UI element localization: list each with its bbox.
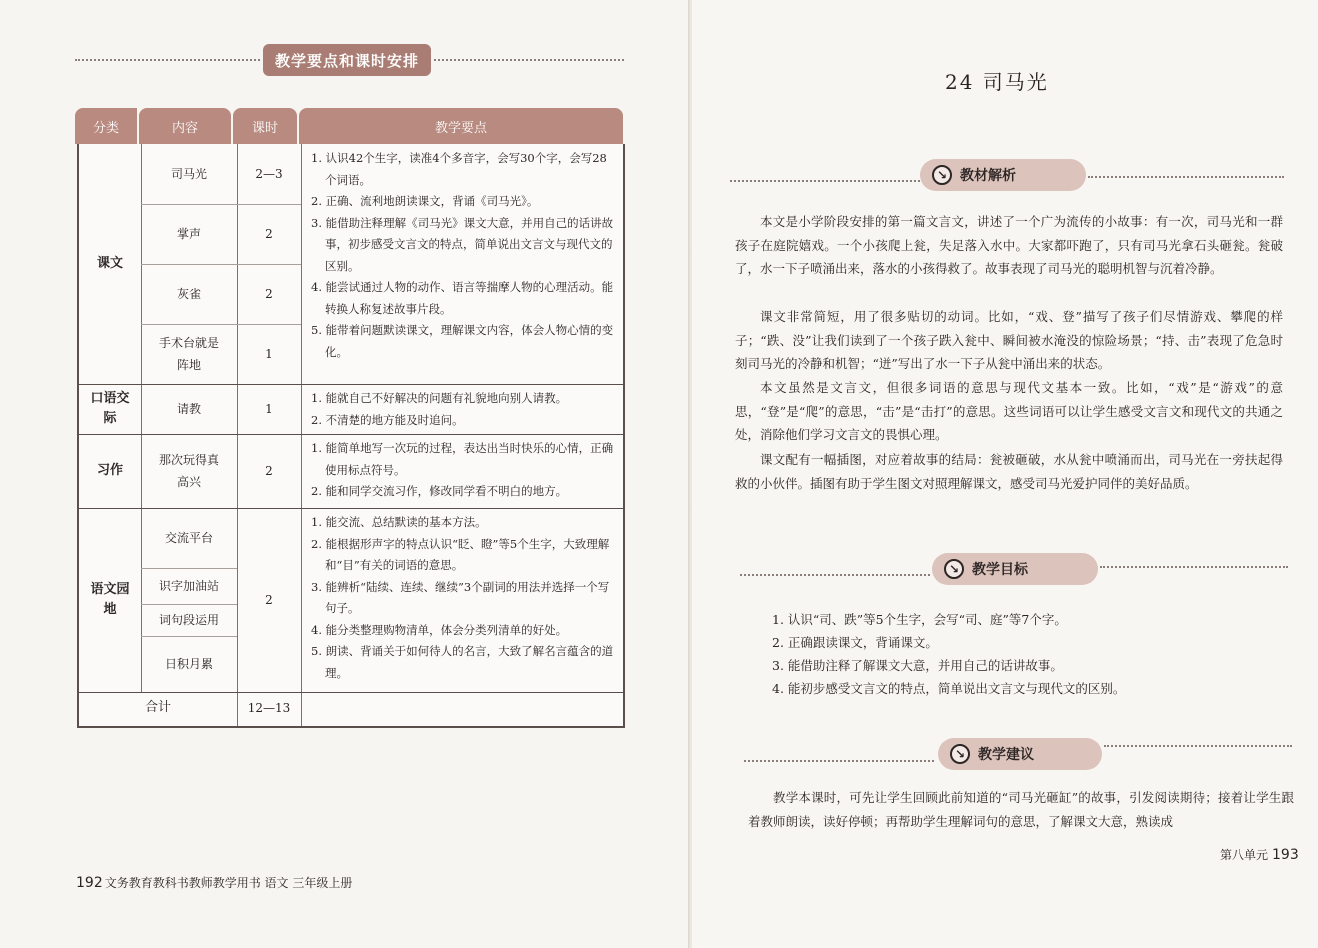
point-item: 2. 能和同学交流习作，修改同学看不明白的地方。	[311, 484, 568, 498]
content-cell: 那次玩得真高兴	[159, 453, 220, 489]
total-hours: 12—13	[247, 701, 291, 715]
page-number: 192	[76, 875, 103, 891]
hours-cell: 1	[265, 347, 273, 361]
section-title: 教学目标	[972, 562, 1028, 578]
hours-cell: 2	[265, 593, 273, 607]
goal-item: 4. 能初步感受文言文的特点，简单说出文言文与现代文的区别。	[772, 681, 1126, 696]
unit-label: 第八单元	[1220, 848, 1269, 862]
book-title: 文务教育教科书教师教学用书 语文 三年级上册	[104, 876, 353, 890]
goal-item: 2. 正确跟读课文，背诵课文。	[772, 635, 938, 650]
footer-left	[76, 874, 352, 891]
header-hours: 课时	[233, 108, 297, 144]
point-item: 2. 不清楚的地方能及时追问。	[311, 412, 464, 427]
point-item: 1. 能简单地写一次玩的过程，表达出当时快乐的心情，正确使用标点符号。	[311, 441, 614, 477]
content-cell: 灰雀	[176, 287, 201, 301]
point-item: 2. 正确、流利地朗读课文，背诵《司马光》。	[311, 194, 539, 208]
arrow-icon: ↘	[950, 744, 970, 764]
points-xizuo	[301, 434, 623, 508]
content-cell: 司马光	[170, 167, 207, 181]
table-body	[77, 144, 625, 728]
suggestion-paragraph: 教学本课时，可先让学生回顾此前知道的“司马光砸缸”的故事，引发阅读期待；接着让学生跟着教师朗读，读好停顿；再帮助学生理解词句的意思，了解课文大意，熟读成	[748, 790, 1294, 829]
section-banner-analysis	[920, 159, 1086, 191]
point-item: 3. 能辨析“陆续、连续、继续”3个副词的用法并选择一个写句子。	[311, 579, 610, 615]
section-title: 教材解析	[960, 168, 1016, 184]
analysis-paragraph: 课文配有一幅插图，对应着故事的结局：瓮被砸破，水从瓮中喷涌而出，司马光在一旁扶起得救的小伙伴。插图有助于学生图文对照理解课文，感受司马光爱护同伴的美好品质。	[735, 452, 1283, 491]
header-points: 教学要点	[299, 108, 623, 144]
point-item: 1. 能就自己不好解决的问题有礼貌地向别人请教。	[311, 391, 568, 405]
hours-cell: 2	[265, 464, 273, 478]
hours-cell: 2—3	[255, 167, 283, 181]
analysis-paragraph: 本文是小学阶段安排的第一篇文言文，讲述了一个广为流传的小故事：有一次，司马光和一群孩子在庭院嬉戏。一个小孩爬上瓮，失足落入水中。大家都吓跑了，只有司马光拿石头砸瓮。瓮破了，水一下子喷涌出来，落水的小孩得救了。故事表现了司马光的聪明机智与沉着冷静。	[735, 214, 1283, 276]
point-item: 1. 能交流、总结默读的基本方法。	[311, 515, 487, 529]
section-line	[1088, 176, 1284, 178]
category-kewen: 课文	[96, 256, 123, 271]
point-item: 5. 朗读、背诵关于如何待人的名言，大致了解名言蕴含的道理。	[311, 644, 614, 680]
total-label: 合计	[144, 700, 171, 715]
points-yuandi	[301, 508, 623, 692]
hours-cell: 1	[265, 402, 273, 416]
points-kouyu	[301, 384, 623, 434]
goal-item: 1. 认识“司、跌”等5个生字，会写“司、庭”等7个字。	[772, 612, 1067, 627]
content-cell: 词句段运用	[158, 613, 219, 627]
footer-right	[1220, 846, 1299, 863]
section-title: 教学建议	[978, 747, 1034, 763]
section-banner-suggestion	[938, 738, 1102, 770]
header-dotted-line-right	[434, 59, 624, 61]
category-xizuo: 习作	[96, 463, 123, 478]
arrow-icon: ↘	[944, 559, 964, 579]
point-item: 1. 认识42个生字，读准4个多音字，会写30个字，会写28个词语。	[311, 151, 607, 187]
analysis-paragraph: 课文非常简短，用了很多贴切的动词。比如，“戏、登”描写了孩子们尽情游戏、攀爬的样子；“跌、没”让我们读到了一个孩子跌入瓮中、瞬间被水淹没的惊险场景；“持、击”表现了危急时刻司马光的冷静和机智；“迸”写出了水一下子从瓮中涌出来的状态。	[735, 309, 1283, 371]
category-yuandi: 语文园地	[90, 582, 130, 617]
points-kewen	[301, 144, 623, 384]
content-cell: 交流平台	[164, 531, 213, 545]
section-line	[1104, 745, 1292, 747]
point-item: 4. 能分类整理购物清单，体会分类列清单的好处。	[311, 622, 568, 637]
section-banner-goals	[932, 553, 1098, 585]
page-number: 193	[1272, 847, 1299, 863]
point-item: 2. 能根据形声字的特点认识“眨、瞪”等5个生字，大致理解和“目”有关的词语的意思。	[311, 536, 610, 572]
header-content: 内容	[139, 108, 231, 144]
content-cell: 日积月累	[164, 657, 213, 671]
header-category: 分类	[75, 108, 137, 144]
point-item: 5. 能带着问题默读课文，理解课文内容，体会人物心情的变化。	[311, 323, 614, 359]
table-header	[75, 108, 623, 144]
schedule-table	[75, 108, 623, 728]
goals-list	[772, 608, 1125, 700]
section-banner: 教学要点和课时安排	[263, 44, 431, 76]
analysis-paragraph: 本文虽然是文言文，但很多词语的意思与现代文基本一致。比如，“戏”是“游戏”的意思，“登”是“爬”的意思，“击”是“击打”的意思。这些词语可以让学生感受文言文和现代文的共通之处，消除他们学习文言文的畏惧心理。	[735, 380, 1283, 442]
lesson-title: 24 司马光	[945, 70, 1049, 94]
section-line	[740, 574, 930, 576]
point-item: 3. 能借助注释理解《司马光》课文大意，并用自己的话讲故事，初步感受文言文的特点，简单说出文言文与现代文的区别。	[311, 215, 614, 273]
point-item: 4. 能尝试通过人物的动作、语言等揣摩人物的心理活动。能转换人称复述故事片段。	[311, 280, 614, 316]
section-line	[744, 760, 934, 762]
category-kouyu: 口语交际	[90, 391, 130, 426]
content-cell: 手术台就是阵地	[158, 336, 219, 372]
hours-cell: 2	[265, 287, 273, 301]
section-line	[1100, 566, 1288, 568]
section-line	[730, 180, 920, 182]
goal-item: 3. 能借助注释了解课文大意，并用自己的话讲故事。	[772, 658, 1063, 673]
arrow-icon: ↘	[932, 165, 952, 185]
content-cell: 识字加油站	[158, 579, 219, 593]
header-dotted-line-left	[75, 59, 260, 61]
hours-cell: 2	[265, 227, 273, 241]
content-cell: 请教	[176, 402, 201, 416]
content-cell: 掌声	[176, 227, 201, 241]
